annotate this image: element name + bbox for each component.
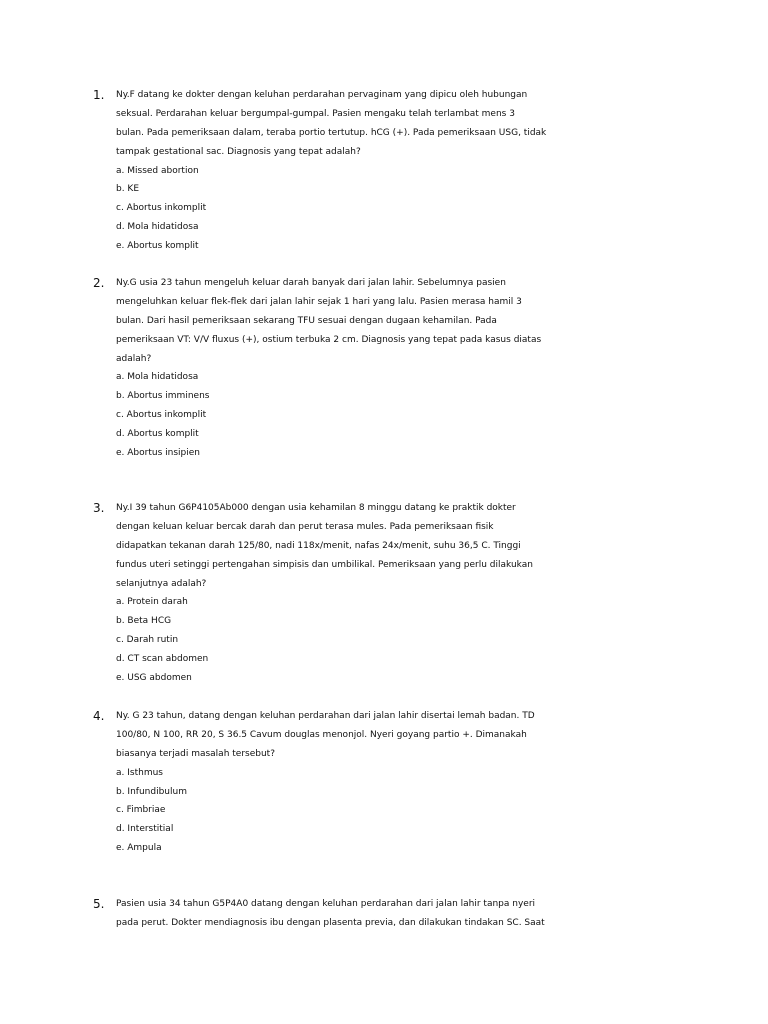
answer-option: e. Ampula [116,843,162,854]
question-number: 1. [93,88,105,102]
answer-option: b. Infundibulum [116,786,187,797]
answer-option: e. USG abdomen [116,673,192,684]
answer-option: a. Protein darah [116,597,188,608]
answer-option: e. Abortus komplit [116,241,199,252]
question-text-line: adalah? [116,353,152,364]
answer-option: c. Abortus inkomplit [116,203,207,214]
question-text-line: fundus uteri setinggi pertengahan simpisis dan umbilikal. Pemeriksaan yang perlu dilakukan [116,559,533,570]
question-number: 5. [93,897,105,911]
question-number: 4. [93,709,105,723]
question-text-line: pada perut. Dokter mendiagnosis ibu dengan plasenta previa, dan dilakukan tindakan SC. Saat [116,917,545,928]
question-body [116,86,666,256]
question-text-line: Pasien usia 34 tahun G5P4A0 datang dengan keluhan perdarahan dari jalan lahir tanpa nyeri [116,899,536,909]
answer-option: c. Abortus inkomplit [116,410,207,421]
answer-option: a. Mola hidatidosa [116,372,199,383]
question-text-line: Ny.G usia 23 tahun mengeluh keluar darah banyak dari jalan lahir. Sebelumnya pasien [116,278,506,288]
answer-option: b. Beta HCG [116,616,172,627]
answer-option: b. KE [116,184,140,195]
answer-option: a. Isthmus [116,767,163,778]
answer-option: e. Abortus insipien [116,448,200,459]
question-body [116,895,666,933]
answer-option: d. Interstitial [116,824,174,835]
question-text-line: selanjutnya adalah? [116,578,207,589]
question-text-line: bulan. Pada pemeriksaan dalam, teraba portio tertutup. hCG (+). Pada pemeriksaan USG, tidak [116,127,547,138]
question-body [116,499,666,688]
question-text-line: bulan. Dari hasil pemeriksaan sekarang TFU sesuai dengan dugaan kehamilan. Pada [116,315,497,326]
question-text-line: tampak gestational sac. Diagnosis yang tepat adalah? [116,146,361,157]
question-text-line: didapatkan tekanan darah 125/80, nadi 118x/menit, nafas 24x/menit, suhu 36,5 C. Tinggi [116,540,521,551]
question-body [116,274,666,463]
question-text-line: Ny.I 39 tahun G6P4105Ab000 dengan usia kehamilan 8 minggu datang ke praktik dokter [116,503,516,513]
question-body [116,707,666,858]
question-number: 2. [93,276,105,290]
answer-option: d. CT scan abdomen [116,654,209,665]
question-text-line: seksual. Perdarahan keluar bergumpal-gumpal. Pasien mengaku telah terlambat mens 3 [116,108,515,119]
answer-option: d. Abortus komplit [116,429,199,440]
answer-option: b. Abortus imminens [116,391,210,402]
question-text-line: dengan keluan keluar bercak darah dan perut terasa mules. Pada pemeriksaan fisik [116,521,494,532]
question-text-line: pemeriksaan VT: V/V fluxus (+), ostium terbuka 2 cm. Diagnosis yang tepat pada kasus diatas [116,334,542,345]
answer-option: d. Mola hidatidosa [116,222,199,233]
question-text-line: biasanya terjadi masalah tersebut? [116,748,275,759]
answer-option: a. Missed abortion [116,165,199,176]
question-text-line: 100/80, N 100, RR 20, S 36.5 Cavum douglas menonjol. Nyeri goyang partio +. Dimanakah [116,729,527,740]
answer-option: c. Fimbriae [116,805,166,816]
question-number: 3. [93,501,105,515]
question-text-line: Ny.F datang ke dokter dengan keluhan perdarahan pervaginam yang dipicu oleh hubungan [116,90,528,100]
question-text-line: Ny. G 23 tahun, datang dengan keluhan perdarahan dari jalan lahir disertai lemah badan. TD [116,711,535,721]
question-text-line: mengeluhkan keluar flek-flek dari jalan lahir sejak 1 hari yang lalu. Pasien merasa hamil 3 [116,296,522,307]
answer-option: c. Darah rutin [116,635,179,646]
